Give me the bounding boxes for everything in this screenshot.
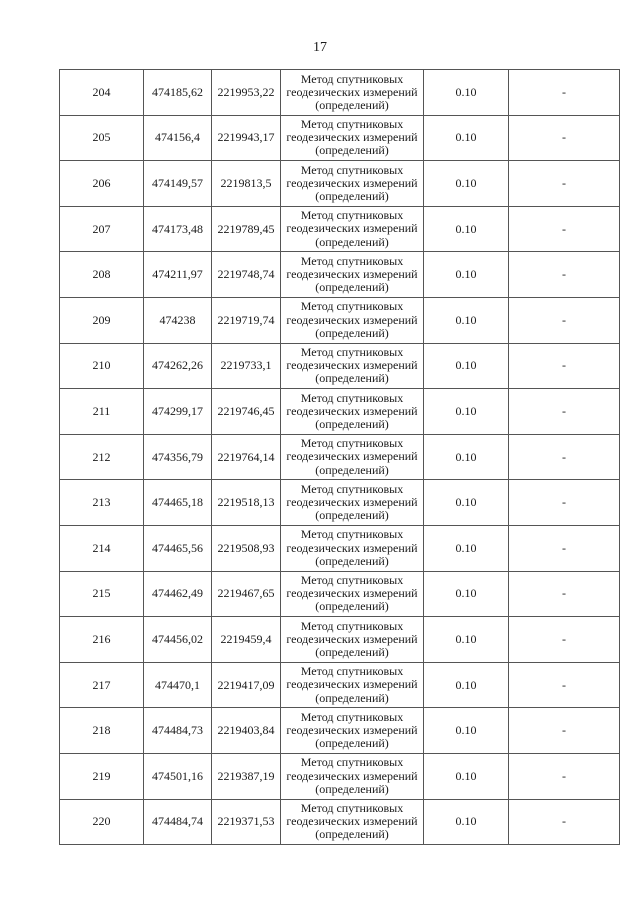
table-row — [60, 297, 620, 343]
note-cell: - — [509, 480, 620, 526]
method-text-line: Метод спутниковых — [300, 253, 404, 268]
method-text-line: Метод спутниковых — [300, 162, 404, 177]
note-cell: - — [509, 434, 620, 480]
method-text-line: геодезических измерений — [286, 312, 418, 327]
point-number-cell: 213 — [60, 480, 144, 526]
x-coordinate-cell: 474501,16 — [144, 753, 212, 799]
point-number-cell: 219 — [60, 753, 144, 799]
x-coordinate-cell: 474149,57 — [144, 161, 212, 207]
point-number-cell: 205 — [60, 115, 144, 161]
accuracy-cell: 0.10 — [424, 434, 509, 480]
point-number-cell: 211 — [60, 389, 144, 435]
accuracy-cell: 0.10 — [424, 206, 509, 252]
accuracy-cell: 0.10 — [424, 115, 509, 161]
method-text-line: (определений) — [315, 736, 389, 751]
x-coordinate-cell: 474262,26 — [144, 343, 212, 389]
table-row — [60, 206, 620, 252]
x-coordinate-cell: 474156,4 — [144, 115, 212, 161]
page-number: 17 — [313, 40, 327, 55]
method-text-line: геодезических измерений — [286, 814, 418, 829]
method-text-line: (определений) — [315, 143, 389, 158]
point-number-cell: 208 — [60, 252, 144, 298]
method-cell — [281, 799, 424, 845]
method-text-line: Метод спутниковых — [300, 664, 404, 679]
y-coordinate-cell: 2219943,17 — [212, 115, 281, 161]
y-coordinate-cell: 2219459,4 — [212, 617, 281, 663]
x-coordinate-cell: 474173,48 — [144, 206, 212, 252]
method-text-line: Метод спутниковых — [300, 527, 404, 542]
x-coordinate-cell: 474470,1 — [144, 662, 212, 708]
method-text-line: (определений) — [315, 234, 389, 249]
method-text-line: Метод спутниковых — [300, 755, 404, 770]
table-row — [60, 480, 620, 526]
note-cell: - — [509, 708, 620, 754]
accuracy-cell: 0.10 — [424, 799, 509, 845]
table-row — [60, 708, 620, 754]
method-text-line: (определений) — [315, 553, 389, 568]
point-number-cell: 212 — [60, 434, 144, 480]
accuracy-cell: 0.10 — [424, 571, 509, 617]
method-cell — [281, 389, 424, 435]
note-cell: - — [509, 206, 620, 252]
x-coordinate-cell: 474211,97 — [144, 252, 212, 298]
method-text-line: геодезических измерений — [286, 449, 418, 464]
table-row — [60, 115, 620, 161]
method-text-line: геодезических измерений — [286, 677, 418, 692]
method-text-line: геодезических измерений — [286, 586, 418, 601]
note-cell: - — [509, 161, 620, 207]
method-text-line: геодезических измерений — [286, 768, 418, 783]
accuracy-cell: 0.10 — [424, 252, 509, 298]
y-coordinate-cell: 2219748,74 — [212, 252, 281, 298]
accuracy-cell: 0.10 — [424, 617, 509, 663]
method-cell — [281, 617, 424, 663]
table-row — [60, 161, 620, 207]
y-coordinate-cell: 2219813,5 — [212, 161, 281, 207]
method-text-line: (определений) — [315, 508, 389, 523]
method-text-line: геодезических измерений — [286, 221, 418, 236]
table-row — [60, 343, 620, 389]
note-cell: - — [509, 115, 620, 161]
y-coordinate-cell: 2219508,93 — [212, 525, 281, 571]
accuracy-cell: 0.10 — [424, 389, 509, 435]
method-text-line: (определений) — [315, 325, 389, 340]
method-text-line: Метод спутниковых — [300, 208, 404, 223]
x-coordinate-cell: 474185,62 — [144, 70, 212, 116]
method-cell — [281, 434, 424, 480]
method-cell — [281, 480, 424, 526]
x-coordinate-cell: 474462,49 — [144, 571, 212, 617]
method-cell — [281, 525, 424, 571]
method-cell — [281, 161, 424, 207]
y-coordinate-cell: 2219403,84 — [212, 708, 281, 754]
method-text-line: Метод спутниковых — [300, 299, 404, 314]
x-coordinate-cell: 474238 — [144, 297, 212, 343]
accuracy-cell: 0.10 — [424, 753, 509, 799]
accuracy-cell: 0.10 — [424, 70, 509, 116]
note-cell: - — [509, 571, 620, 617]
accuracy-cell: 0.10 — [424, 161, 509, 207]
table-row — [60, 252, 620, 298]
note-cell: - — [509, 525, 620, 571]
method-text-line: Метод спутниковых — [300, 117, 404, 132]
x-coordinate-cell: 474484,73 — [144, 708, 212, 754]
y-coordinate-cell: 2219417,09 — [212, 662, 281, 708]
method-text-line: Метод спутниковых — [300, 390, 404, 405]
point-number-cell: 204 — [60, 70, 144, 116]
method-text-line: (определений) — [315, 417, 389, 432]
y-coordinate-cell: 2219467,65 — [212, 571, 281, 617]
table-row — [60, 617, 620, 663]
accuracy-cell: 0.10 — [424, 480, 509, 526]
note-cell: - — [509, 799, 620, 845]
method-text-line: геодезических измерений — [286, 723, 418, 738]
method-text-line: (определений) — [315, 690, 389, 705]
method-text-line: (определений) — [315, 827, 389, 842]
method-text-line: геодезических измерений — [286, 175, 418, 190]
point-number-cell: 210 — [60, 343, 144, 389]
method-text-line: Метод спутниковых — [300, 573, 404, 588]
y-coordinate-cell: 2219719,74 — [212, 297, 281, 343]
point-number-cell: 216 — [60, 617, 144, 663]
x-coordinate-cell: 474484,74 — [144, 799, 212, 845]
table-row — [60, 662, 620, 708]
accuracy-cell: 0.10 — [424, 343, 509, 389]
method-text-line: геодезических измерений — [286, 540, 418, 555]
method-text-line: Метод спутниковых — [300, 801, 404, 816]
method-text-line: геодезических измерений — [286, 267, 418, 282]
method-text-line: (определений) — [315, 280, 389, 295]
method-text-line: (определений) — [315, 645, 389, 660]
method-text-line: геодезических измерений — [286, 358, 418, 373]
y-coordinate-cell: 2219764,14 — [212, 434, 281, 480]
y-coordinate-cell: 2219746,45 — [212, 389, 281, 435]
note-cell: - — [509, 753, 620, 799]
method-text-line: (определений) — [315, 371, 389, 386]
method-text-line: геодезических измерений — [286, 495, 418, 510]
note-cell: - — [509, 252, 620, 298]
method-cell — [281, 753, 424, 799]
y-coordinate-cell: 2219789,45 — [212, 206, 281, 252]
method-text-line: Метод спутниковых — [300, 481, 404, 496]
table-row — [60, 571, 620, 617]
y-coordinate-cell: 2219387,19 — [212, 753, 281, 799]
point-number-cell: 214 — [60, 525, 144, 571]
accuracy-cell: 0.10 — [424, 708, 509, 754]
accuracy-cell: 0.10 — [424, 525, 509, 571]
x-coordinate-cell: 474356,79 — [144, 434, 212, 480]
y-coordinate-cell: 2219953,22 — [212, 70, 281, 116]
y-coordinate-cell: 2219518,13 — [212, 480, 281, 526]
method-text-line: геодезических измерений — [286, 631, 418, 646]
note-cell: - — [509, 343, 620, 389]
method-cell — [281, 206, 424, 252]
x-coordinate-cell: 474299,17 — [144, 389, 212, 435]
method-text-line: Метод спутниковых — [300, 436, 404, 451]
method-text-line: (определений) — [315, 781, 389, 796]
note-cell: - — [509, 70, 620, 116]
point-number-cell: 218 — [60, 708, 144, 754]
coordinates-table — [59, 69, 620, 845]
point-number-cell: 207 — [60, 206, 144, 252]
method-cell — [281, 708, 424, 754]
method-text-line: (определений) — [315, 97, 389, 112]
note-cell: - — [509, 297, 620, 343]
method-text-line: (определений) — [315, 462, 389, 477]
method-text-line: геодезических измерений — [286, 130, 418, 145]
table-row — [60, 70, 620, 116]
y-coordinate-cell: 2219371,53 — [212, 799, 281, 845]
method-cell — [281, 297, 424, 343]
point-number-cell: 220 — [60, 799, 144, 845]
y-coordinate-cell: 2219733,1 — [212, 343, 281, 389]
table-row — [60, 799, 620, 845]
coordinates-table-body — [60, 70, 620, 845]
method-text-line: геодезических измерений — [286, 403, 418, 418]
x-coordinate-cell: 474465,56 — [144, 525, 212, 571]
note-cell: - — [509, 662, 620, 708]
method-text-line: (определений) — [315, 599, 389, 614]
point-number-cell: 209 — [60, 297, 144, 343]
table-row — [60, 753, 620, 799]
method-cell — [281, 571, 424, 617]
method-cell — [281, 343, 424, 389]
method-cell — [281, 115, 424, 161]
table-row — [60, 525, 620, 571]
table-row — [60, 389, 620, 435]
accuracy-cell: 0.10 — [424, 662, 509, 708]
method-cell — [281, 662, 424, 708]
table-row — [60, 434, 620, 480]
x-coordinate-cell: 474465,18 — [144, 480, 212, 526]
method-text-line: Метод спутниковых — [300, 71, 404, 86]
method-cell — [281, 70, 424, 116]
method-cell — [281, 252, 424, 298]
method-text-line: Метод спутниковых — [300, 345, 404, 360]
method-text-line: (определений) — [315, 189, 389, 204]
accuracy-cell: 0.10 — [424, 297, 509, 343]
point-number-cell: 215 — [60, 571, 144, 617]
method-text-line: Метод спутниковых — [300, 709, 404, 724]
method-text-line: Метод спутниковых — [300, 618, 404, 633]
x-coordinate-cell: 474456,02 — [144, 617, 212, 663]
method-text-line: геодезических измерений — [286, 84, 418, 99]
note-cell: - — [509, 617, 620, 663]
note-cell: - — [509, 389, 620, 435]
point-number-cell: 217 — [60, 662, 144, 708]
point-number-cell: 206 — [60, 161, 144, 207]
